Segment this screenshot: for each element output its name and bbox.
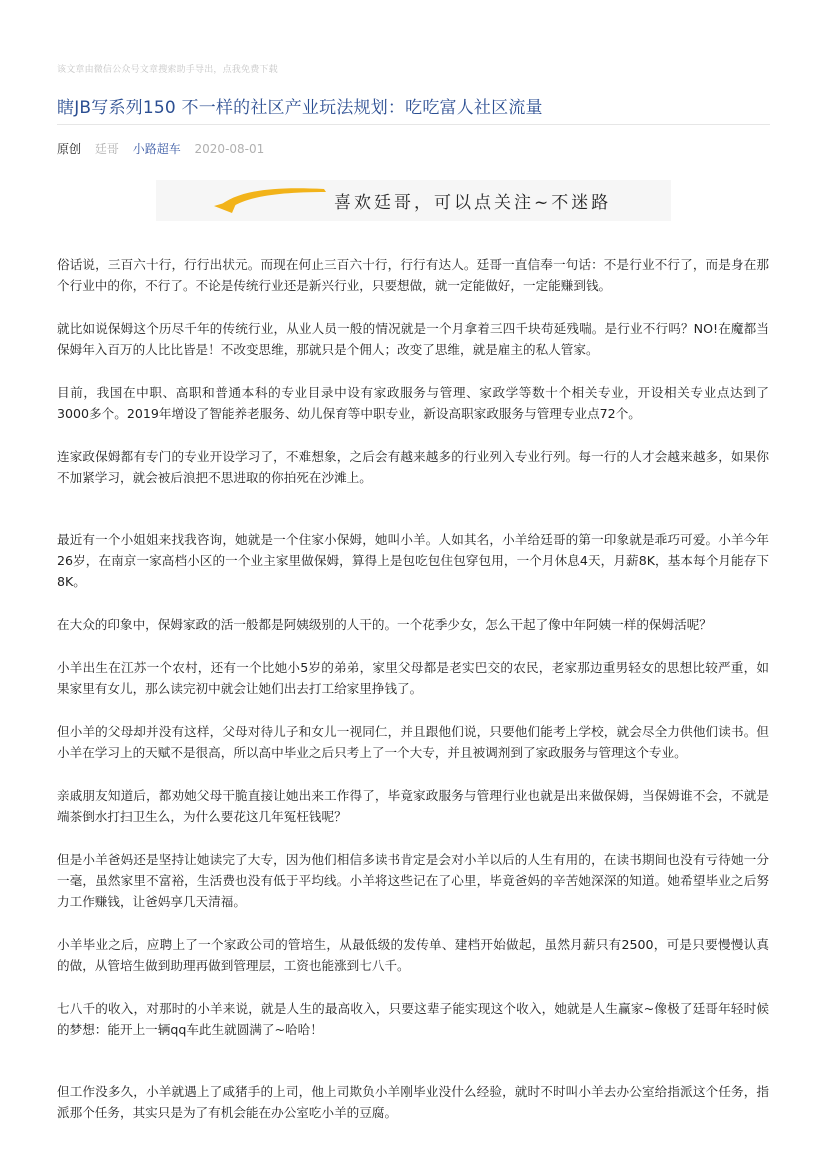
paragraph: 但小羊的父母却并没有这样，父母对待儿子和女儿一视同仁，并且跟他们说，只要他们能考上学校，就会尽全力供他们读书。但小羊在学习上的天赋不是很高，所以高中毕业之后只考上了一个大专，并且被调剂到了家政服务与管理这个专业。 (57, 724, 769, 760)
paragraph: 亲戚朋友知道后，都劝她父母干脆直接让她出来工作得了，毕竟家政服务与管理行业也就是出来做保姆，当保姆谁不会，不就是端茶倒水打扫卫生么，为什么要花这几年冤枉钱呢？ (57, 788, 769, 824)
account-link[interactable]: 小路超车 (132, 142, 181, 156)
original-tag: 原创 (57, 142, 82, 156)
paragraph: 小羊毕业之后，应聘上了一个家政公司的管培生，从最低级的发传单、建档开始做起，虽然月薪只有2500，可是只要慢慢认真的做，从管培生做到助理再做到管理层，工资也能涨到七八千。 (57, 937, 769, 973)
follow-banner (156, 180, 671, 221)
paragraph: 就比如说保姆这个历尽千年的传统行业，从业人员一般的情况就是一个月拿着三四千块苟延残喘。是行业不行吗？NO!在魔都当保姆年入百万的人比比皆是！不改变思维，那就只是个佣人；改变了思维，就是雇主的私人管家。 (57, 321, 769, 357)
article-body (57, 254, 769, 1123)
paragraph: 最近有一个小姐姐来找我咨询，她就是一个住家小保姆，她叫小羊。人如其名，小羊给廷哥的第一印象就是乖巧可爱。小羊今年26岁，在南京一家高档小区的一个业主家里做保姆，算得上是包吃包住包穿包用，一个月休息4天，月薪8K，基本每个月能存下8K。 (57, 532, 769, 589)
paragraph: 在大众的印象中，保姆家政的活一般都是阿姨级别的人干的。一个花季少女，怎么干起了像中年阿姨一样的保姆活呢？ (57, 617, 712, 632)
paragraph: 目前，我国在中职、高职和普通本科的专业目录中设有家政服务与管理、家政学等数十个相关专业，开设相关专业点达到了3000多个。2019年增设了智能养老服务、幼儿保育等中职专业，新设高职家政服务与管理专业点72个。 (57, 385, 769, 421)
export-note-link[interactable]: 该文章由微信公众号文章搜索助手导出，点我免费下载 (57, 65, 278, 75)
article-title: 瞎JB写系列150 不一样的社区产业玩法规划：吃吃富人社区流量 (57, 98, 543, 118)
banner-text: 喜欢廷哥，可以点关注~不迷路 (334, 193, 612, 213)
paragraph: 俗话说，三百六十行，行行出状元。而现在何止三百六十行，行行有达人。廷哥一直信奉一句话：不是行业不行了，而是身在那个行业中的你，不行了。不论是传统行业还是新兴行业，只要想做，就一定能做好，一定能赚到钱。 (57, 257, 769, 293)
article-meta (57, 140, 274, 157)
paragraph: 七八千的收入，对那时的小羊来说，就是人生的最高收入，只要这辈子能实现这个收入，她就是人生赢家~像极了廷哥年轻时候的梦想：能开上一辆qq车此生就圆满了~哈哈！ (57, 1001, 769, 1037)
author-name: 廷哥 (94, 142, 119, 156)
paragraph: 但是小羊爸妈还是坚持让她读完了大专，因为他们相信多读书肯定是会对小羊以后的人生有用的，在读书期间也没有亏待她一分一毫，虽然家里不富裕，生活费也没有低于平均线。小羊将这些记在了心里，毕竟爸妈的辛苦她深深的知道。她希望毕业之后努力工作赚钱，让爸妈享几天清福。 (57, 852, 769, 909)
title-divider (57, 124, 770, 125)
publish-date: 2020-08-01 (194, 142, 265, 156)
paragraph: 小羊出生在江苏一个农村，还有一个比她小5岁的弟弟，家里父母都是老实巴交的农民，老家那边重男轻女的思想比较严重，如果家里有女儿，那么读完初中就会让她们出去打工给家里挣钱了。 (57, 660, 769, 696)
paragraph: 连家政保姆都有专门的专业开设学习了，不难想象，之后会有越来越多的行业列入专业行列。每一行的人才会越来越多，如果你不加紧学习，就会被后浪把不思进取的你拍死在沙滩上。 (57, 449, 769, 485)
paragraph: 但工作没多久，小羊就遇上了咸猪手的上司，他上司欺负小羊刚毕业没什么经验，就时不时叫小羊去办公室给指派这个任务，指派那个任务，其实只是为了有机会能在办公室吃小羊的豆腐。 (57, 1084, 769, 1120)
